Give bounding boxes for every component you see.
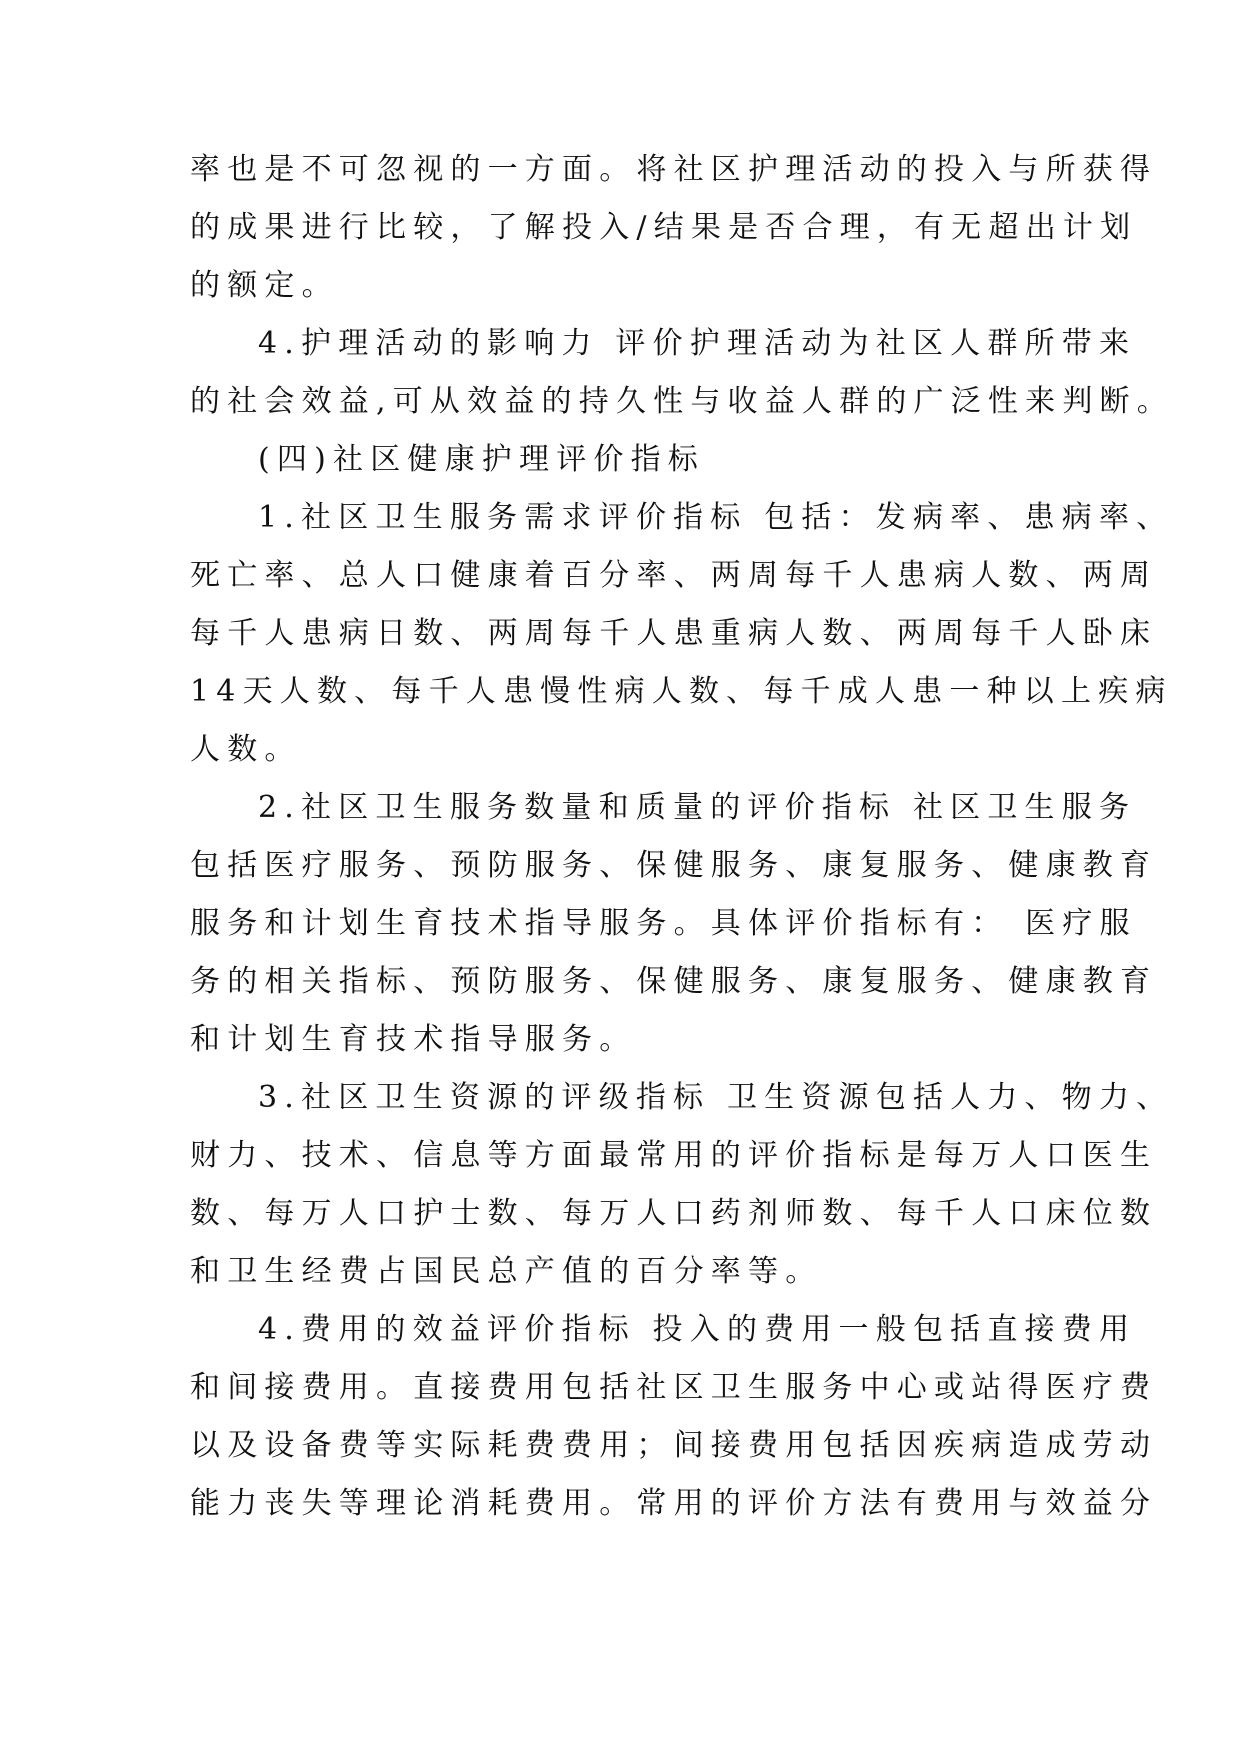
text-line: 的社会效益,可从效益的持久性与收益人群的广泛性来判断。	[190, 384, 1174, 419]
text-line: 数、每万人口护士数、每万人口药剂师数、每千人口床位数	[190, 1196, 1158, 1231]
text-line: 14天人数、每千人患慢性病人数、每千成人患一种以上疾病	[190, 674, 1173, 709]
text-line: 每千人患病日数、两周每千人患重病人数、两周每千人卧床	[190, 616, 1158, 651]
text-line: 人数。	[190, 732, 302, 767]
text-line: 死亡率、总人口健康着百分率、两周每千人患病人数、两周	[190, 558, 1158, 593]
paragraph-start-line: 3.社区卫生资源的评级指标 卫生资源包括人力、物力、	[258, 1080, 1174, 1115]
text-line: 以及设备费等实际耗费费用；间接费用包括因疾病造成劳动	[190, 1428, 1158, 1463]
text-line: 能力丧失等理论消耗费用。常用的评价方法有费用与效益分	[190, 1486, 1158, 1521]
text-line: 包括医疗服务、预防服务、保健服务、康复服务、健康教育	[190, 848, 1158, 883]
text-line: 财力、技术、信息等方面最常用的评价指标是每万人口医生	[190, 1138, 1158, 1173]
text-line: 和计划生育技术指导服务。	[190, 1022, 637, 1057]
paragraph-start-line: 2.社区卫生服务数量和质量的评价指标 社区卫生服务	[258, 790, 1137, 825]
paragraph-start-line: 4.护理活动的影响力 评价护理活动为社区人群所带来	[258, 326, 1137, 361]
text-line: 的成果进行比较，了解投入/结果是否合理，有无超出计划	[190, 210, 1138, 245]
text-line: 和卫生经费占国民总产值的百分率等。	[190, 1254, 823, 1289]
paragraph-start-line: 1.社区卫生服务需求评价指标 包括：发病率、患病率、	[258, 500, 1174, 535]
text-line: 的额定。	[190, 268, 339, 303]
text-line: 和间接费用。直接费用包括社区卫生服务中心或站得医疗费	[190, 1370, 1158, 1405]
text-line: 率也是不可忽视的一方面。将社区护理活动的投入与所获得	[190, 152, 1158, 187]
text-line: 服务和计划生育技术指导服务。具体评价指标有： 医疗服	[190, 906, 1137, 941]
text-line: 务的相关指标、预防服务、保健服务、康复服务、健康教育	[190, 964, 1158, 999]
section-heading: (四)社区健康护理评价指标	[258, 442, 706, 477]
paragraph-start-line: 4.费用的效益评价指标 投入的费用一般包括直接费用	[258, 1312, 1137, 1347]
